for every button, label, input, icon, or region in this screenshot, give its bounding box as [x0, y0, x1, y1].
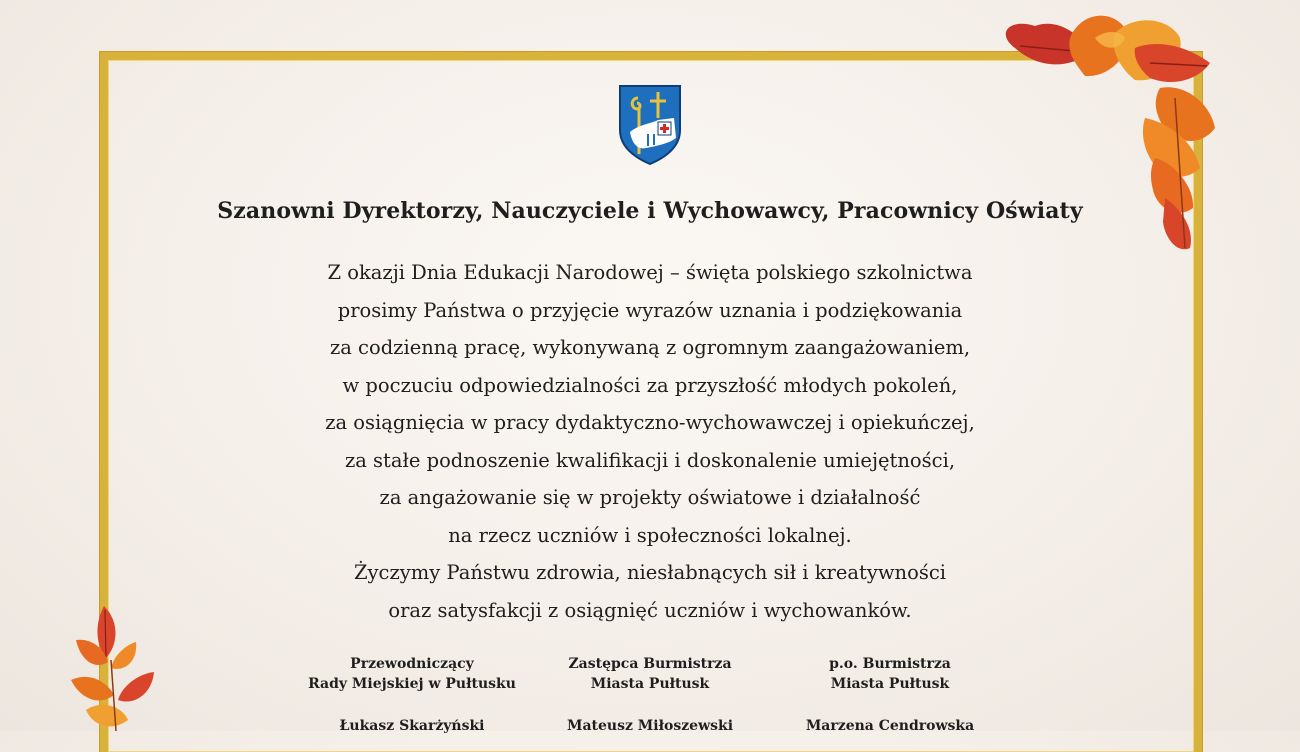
autumn-leaves-bottom-left-icon: [66, 600, 166, 731]
body-line: w poczuciu odpowiedzialności za przyszłość młodych pokoleń,: [342, 373, 958, 397]
signature-title: Przewodniczący: [350, 656, 474, 672]
body-line: na rzecz uczniów i społeczności lokalnej.: [448, 523, 852, 547]
signature-title: Zastępca Burmistrza: [568, 656, 732, 672]
body-line: oraz satysfakcji z osiągnięć uczniów i wychowanków.: [388, 598, 912, 622]
body-line: za angażowanie się w projekty oświatowe i działalność: [379, 486, 921, 509]
signature-block-acting-mayor: [750, 654, 1030, 736]
body-line: Z okazji Dnia Edukacji Narodowej – święta polskiego szkolnictwa: [327, 261, 973, 284]
signature-title: Miasta Pułtusk: [830, 676, 950, 692]
signature-name: Łukasz Skarżyński: [339, 718, 485, 734]
body-line: za codzienną pracę, wykonywaną z ogromnym zaangażowaniem,: [329, 336, 971, 359]
body-line: za stałe podnoszenie kwalifikacji i doskonalenie umiejętności,: [344, 448, 956, 472]
signature-name: Mateusz Miłoszewski: [566, 718, 734, 734]
signature-title: p.o. Burmistrza: [829, 656, 951, 672]
body-line: za osiągnięcia w pracy dydaktyczno-wychowawczej i opiekuńczej,: [325, 411, 975, 434]
signature-title: Rady Miejskiej w Pułtusku: [308, 676, 516, 692]
body-line: Życzymy Państwu zdrowia, niesłabnących sił i kreatywności: [353, 561, 947, 584]
signature-block-deputy-mayor: [510, 654, 790, 736]
greeting-body: [200, 254, 1100, 629]
body-line: prosimy Państwa o przyjęcie wyrazów uznania i podziękowania: [337, 298, 963, 322]
greeting-heading: Szanowni Dyrektorzy, Nauczyciele i Wychowawcy, Pracownicy Oświaty: [217, 198, 1083, 224]
coat-of-arms-icon: [618, 84, 682, 166]
signature-title: Miasta Pułtusk: [590, 676, 710, 692]
signature-name: Marzena Cendrowska: [805, 718, 975, 734]
